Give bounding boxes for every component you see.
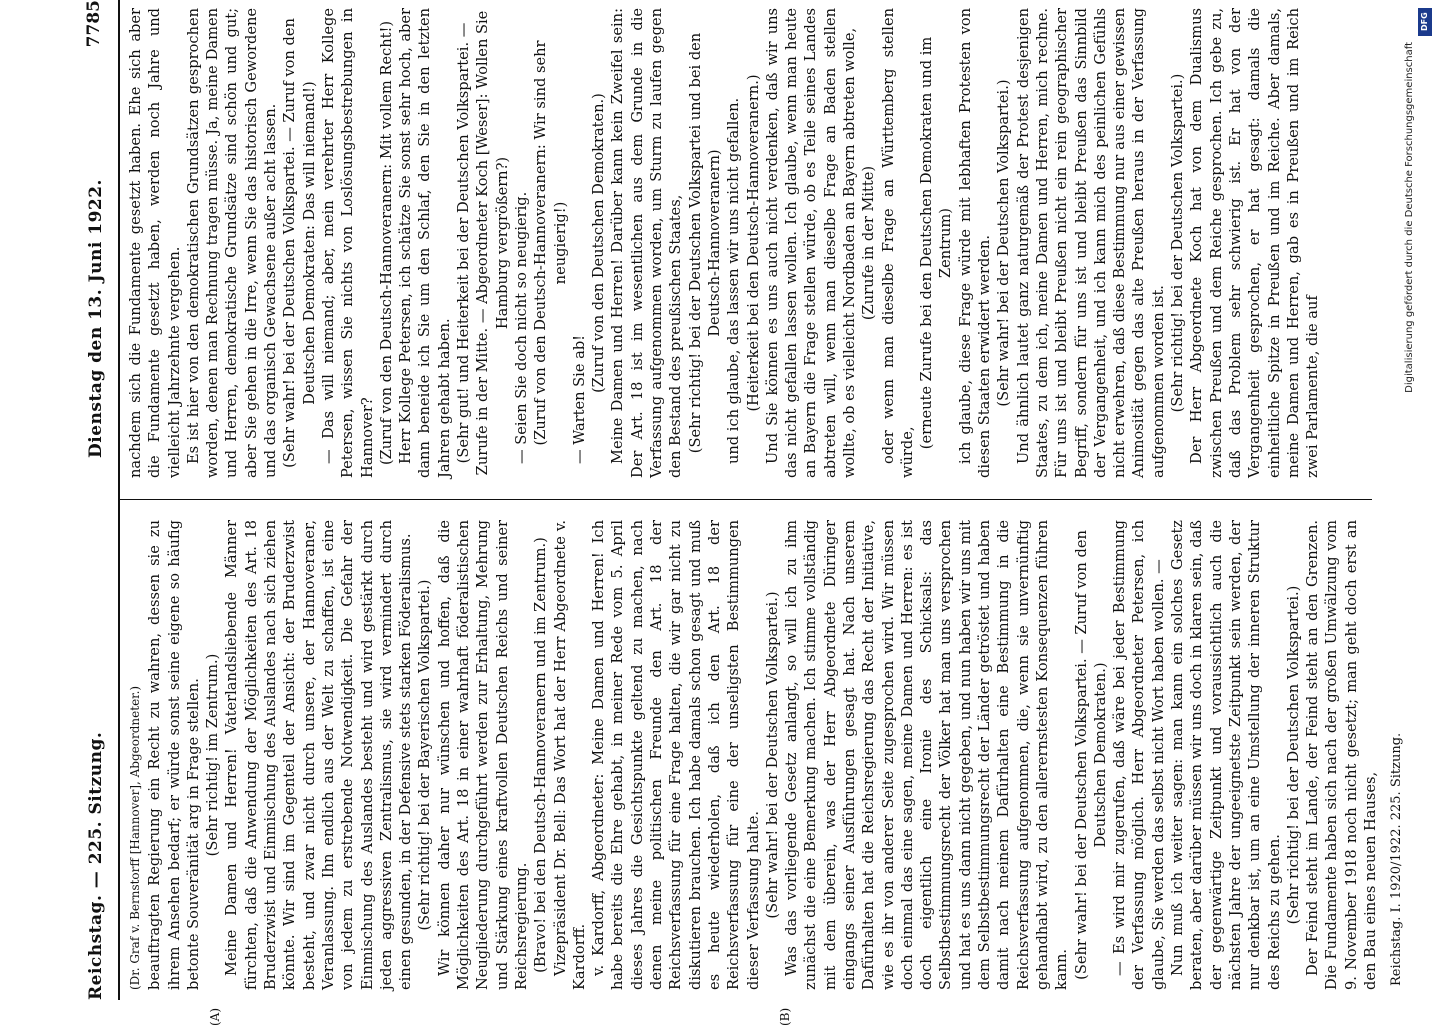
- paragraph: Meine Damen und Herren! Darüber kann kein Zweifel sein: Der Art. 18 ist im wesentlichen aus dem Grunde in die Verfassung aufgenommen worden, um Sturm zu laufen gegen den Bestand des preußischen Staates,: [609, 8, 685, 478]
- footer-left: Reichstag. I. 1920/1922. 225. Sitzung.: [1389, 732, 1404, 986]
- paragraph: Herr Kollege Petersen, ich schätze Sie sonst sehr hoch, aber dann beneide ich Sie um den Schlaf, den Sie in den letzten Jahren gehabt haben.: [397, 8, 453, 478]
- speaker-line: (Dr. Graf v. Bernstorff [Hannover], Abgeordneter.): [128, 685, 142, 990]
- interjection: (Sehr richtig! im Zentrum.): [204, 653, 222, 857]
- paragraph: Und ähnlich lautet ganz naturgemäß der Protest desjenigen Staates, zu dem ich, meine Damen und Herren, mich rechne. Für uns ist und bleibt Preußen nicht ein rein geographischer Begriff, sondern für uns ist und bleibt Preußen das Sinnbild der Vergangenheit, und ich kann mich des peinlichen Gefühls nicht erwehren, daß diese Bestimmung nur aus einer gewissen Animosität gegen das alte Preußen heraus in der Verfassung aufgenommen worden ist.: [1014, 8, 1167, 478]
- funding-note-text: Digitalisierung gefördert durch die Deutsche Forschungsgemeinschaft: [1404, 42, 1415, 393]
- interjection: (Sehr wahr! bei der Deutschen Volkspartei. — Zuruf von den Deutschen Demokraten: Das will niemand!): [281, 18, 318, 468]
- paragraph: — Warten Sie ab!: [570, 334, 588, 464]
- interjection: (Bravo! bei den Deutsch-Hannoveranern und im Zentrum.): [532, 537, 550, 973]
- interjection: (Sehr richtig! bei der Deutschen Volkspartei.): [1169, 73, 1187, 413]
- interjection: (Zuruf von den Deutsch-Hannoveranern: Wir sind sehr neugierig!): [532, 40, 569, 446]
- dfg-logo: DFG: [1418, 8, 1432, 36]
- funding-note: [1404, 42, 1434, 992]
- header-rule: [118, 0, 120, 1000]
- paragraph: Vizepräsident Dr. Bell: Das Wort hat der Herr Abgeordnete v. Kardorff.: [551, 520, 588, 990]
- paragraph: Der Herr Abgeordnete Koch hat von dem Dualismus zwischen Preußen und dem Reiche gesprochen. Ich gebe zu, daß das Problem sehr schwierig ist. Er hat von der Vergangenheit gesprochen, er hat gesagt: damals die einheitliche Spitze in Preußen und im Reiche. Aber damals, meine Damen und Herren, gab es in Preußen und im Reich zwei Parlamente, die auf: [1188, 8, 1322, 478]
- paragraph: und ich glaube, das lassen wir uns nicht gefallen.: [725, 97, 743, 464]
- paragraph: Was das vorliegende Gesetz anlangt, so will ich zu ihm zunächst die eine Bemerkung machen. Ich stimme vollständig mit dem überein, was der Herr Abgeordnete Düringer eingangs seiner Ausführungen gesagt hat. Nach unserem Dafürhalten hat die Reichsregierung das Recht der Initiative, wie es ihr von anderer Seite zugesprochen wird. Wir müssen doch einmal das eine sagen, meine Damen und Herren: es ist doch eigentlich eine Ironie des Schicksals: das Selbstbestimmungsrecht der Völker hat man uns versprochen und hat es uns dann nicht gegeben, und nun haben wir uns mit dem Selbstbestimmungsrecht der Länder getröstet und haben damit nach meinem Dafürhalten eine Bestimmung in die Reichsverfassung aufgenommen, die, wenn sie unvernünftig gehandhabt wird, zu den allerernstesten Konsequenzen führen kann.: [783, 520, 1071, 990]
- column-divider: [120, 499, 1372, 500]
- paragraph: Es ist hier von den demokratischen Grundsätzen gesprochen worden, denen man Rechnung tragen müsse. Ja, meine Damen und Herren, demokratische Grundsätze sind schön und gut; aber Sie gehen in die Irre, wenn Sie das historisch Gewordene und das organisch Gewachsene außer acht lassen.: [184, 8, 280, 478]
- interjection: (Zuruf von den Deutschen Demokraten.): [590, 93, 608, 393]
- paragraph: v. Kardorff, Abgeordneter: Meine Damen und Herren! Ich habe bereits die Ehre gehabt, in meiner Rede vom 5. April dieses Jahres die Gesichtspunkte geltend zu machen, nach denen meine politischen Freunde den Art. 18 der Reichsverfassung für eine Frage halten, die wir gar nicht zu diskutieren brauchen. Ich habe damals schon gesagt und muß es heute wiederholen, daß ich den Art. 18 der Reichsverfassung für eine der unseligsten Bestimmungen dieser Verfassung halte.: [590, 520, 762, 990]
- paragraph: nachdem sich die Fundamente gesetzt haben. Ehe sich aber die Fundamente gesetzt haben, werden noch Jahre und vielleicht Jahrzehnte vergehen.: [127, 8, 183, 478]
- interjection: (Sehr richtig! bei der Deutschen Volkspartei.): [1284, 585, 1302, 925]
- paragraph: — Seien Sie doch nicht so neugierig.: [512, 191, 530, 464]
- interjection: (Zurufe in der Mitte): [860, 165, 878, 321]
- interjection: (Sehr wahr! bei der Deutschen Volkspartei.): [763, 591, 781, 919]
- paragraph: — Das will niemand; aber, mein verehrter Herr Kollege Petersen, wissen Sie nichts von Loslösungsbestrebungen in Hannover?: [319, 8, 376, 478]
- paragraph: Nun muß ich weiter sagen: man kann ein solches Gesetz beraten, aber darüber müssen wir uns doch in klaren sein, daß der gegenwärtige Zeitpunkt und voraussichtlich auch die nächsten Jahre der ungeeignetste Zeitpunkt sein werden, der nur denkbar ist, um an eine Umstellung der inneren Struktur des Reichs zu gehen.: [1169, 520, 1283, 990]
- interjection: (Sehr gut! und Heiterkeit bei der Deutschen Volkspartei. — Zurufe in der Mitte. — Abgeordneter Koch [Weser]: Wollen Sie Hamburg vergrößern?): [455, 10, 511, 476]
- interjection: (Sehr wahr! bei der Deutschen Volkspartei.): [995, 79, 1013, 407]
- right-column: [126, 8, 1322, 478]
- marker-b: (B): [778, 1007, 792, 1026]
- header-date: Dienstag den 13. Juni 1922.: [86, 179, 106, 458]
- paragraph: Der Feind steht im Lande, der Feind steht an den Grenzen. Die Fundamente haben sich nach der großen Umwälzung vom 9. November 1918 noch nicht gesetzt; man geht doch erst an den Bau eines neuen Hauses,: [1304, 520, 1379, 990]
- interjection: (Sehr richtig! bei der Deutschen Volkspartei und bei den Deutsch-Hannoveranern): [686, 32, 723, 454]
- page-number: 7785: [84, 0, 104, 48]
- paragraph: ich glaube, diese Frage würde mit lebhaften Protesten von diesen Staaten erwidert werden.: [956, 8, 994, 478]
- marker-a: (A): [208, 1007, 222, 1026]
- page-header: [78, 0, 118, 1000]
- left-column: [126, 520, 1380, 990]
- interjection: (Zuruf von den Deutsch-Hannoveranern: Mit vollem Recht!): [377, 20, 395, 466]
- interjection: (Sehr richtig! bei der Bayerischen Volkspartei.): [416, 579, 434, 931]
- paragraph: oder wenn man dieselbe Frage an Württemberg stellen würde,: [879, 8, 916, 478]
- paragraph: beauftragten Regierung ein Recht zu wahren, dessen sie zu ihrem Ansehen bedarf; er würde sonst seine eigene so häufig betonte Souveränität arg in Frage stellen.: [146, 520, 202, 990]
- interjection: (Sehr wahr! bei der Deutschen Volkspartei. — Zuruf von den Deutschen Demokraten.): [1072, 530, 1109, 980]
- rotated-page: [78, 0, 1408, 1026]
- paragraph: Und Sie können es uns auch nicht verdenken, daß wir uns das nicht gefallen lassen wollen. Ich glaube, wenn man heute an Bayern die Frage stellen würde, ob es Teile seines Landes abtreten will, wenn man dieselbe Frage an Baden stellen wollte, ob es vielleicht Nordbaden an Bayern abtreten wolle,: [763, 8, 858, 478]
- header-left: Reichstag. — 225. Sitzung.: [86, 731, 106, 1000]
- paragraph: Wir können daher nur wünschen und hoffen, daß die Möglichkeiten des Art. 18 in einer wahrhaft föderalistischen Neugliederung durchgeführt werden zur Erhaltung, Mehrung und Stärkung eines kraftvollen Deutschen Reichs und seiner Reichsregierung.: [435, 520, 530, 990]
- paragraph: — Es wird mir zugerufen, daß wäre bei jeder Bestimmung der Verfassung möglich. Herr Abgeordneter Petersen, ich glaube, Sie werden das selbst nicht Wort haben wollen. —: [1111, 520, 1167, 990]
- interjection: (erneute Zurufe bei den Deutschen Demokraten und im Zentrum): [918, 36, 955, 450]
- interjection: (Heiterkeit bei den Deutsch-Hannoveranern.): [744, 74, 762, 412]
- paragraph: Meine Damen und Herren! Vaterlandsliebende Männer fürchten, daß die Anwendung der Möglichkeiten des Art. 18 Bruderzwist und Einmischung des Auslandes nach sich ziehen könnte. Wir sind im Gegenteil der Ansicht: der Bruderzwist besteht, und zwar nicht durch unsere, der Hannoveraner, Veranlassung. Ihn endlich aus der Welt zu schaffen, ist eine von jedem zu erstrebende Notwendigkeit. Die Gefahr der Einmischung des Auslandes besteht und wird gestärkt durch jeden aggressiven Zentralismus, sie wird vermindert durch einen gesunden, in der Defensive stets starken Föderalismus.: [223, 520, 415, 990]
